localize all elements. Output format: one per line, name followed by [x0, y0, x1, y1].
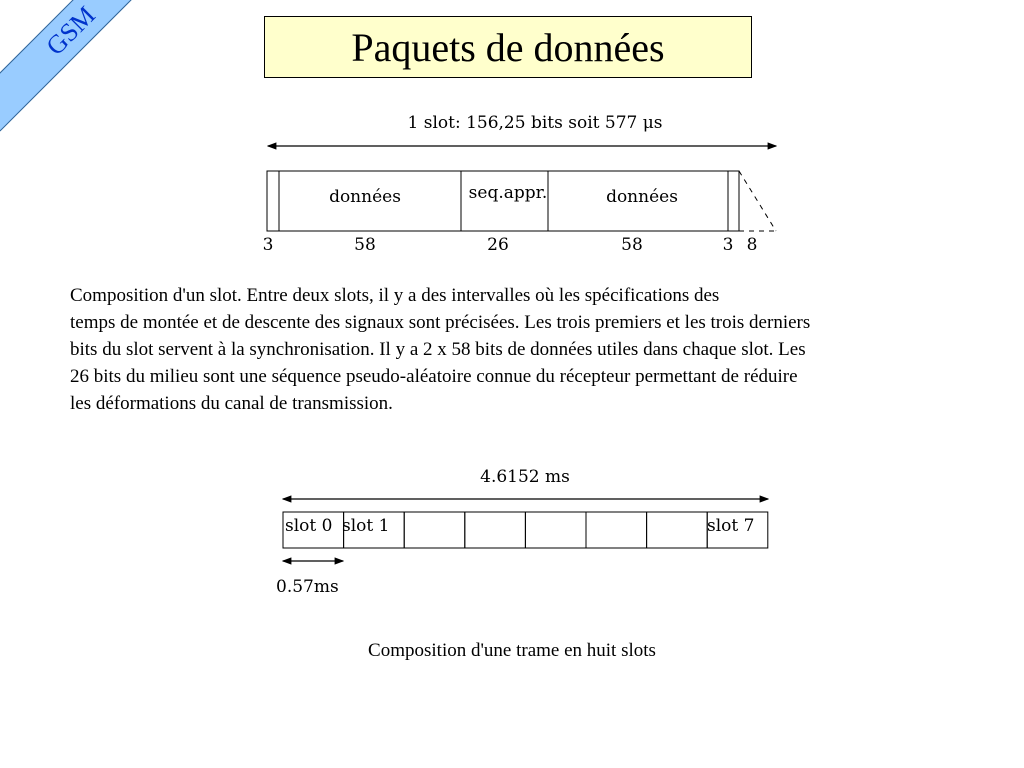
frame-slot-6	[647, 512, 708, 548]
frame-slot-4	[525, 512, 586, 548]
bit-count-guard: 8	[746, 235, 758, 255]
description-line: 26 bits du milieu sont une séquence pseudo-aléatoire connue du récepteur permettant de réduire	[70, 366, 798, 387]
gsm-label: GSM	[40, 0, 101, 61]
frame-slot-5	[586, 512, 647, 548]
description-line: les déformations du canal de transmission.	[70, 393, 393, 414]
description-line: Composition d'un slot. Entre deux slots, il y a des intervalles où les spécifications des	[70, 285, 720, 306]
description-line: bits du slot servent à la synchronisation. Il y a 2 x 58 bits de données utiles dans chaque slot. Les	[70, 339, 806, 360]
bit-count-data-2: 58	[621, 235, 643, 255]
description-line: temps de montée et de descente des signaux sont précisées. Les trois premiers et les trois derniers	[70, 312, 811, 333]
frame-slot-label-7: slot 7	[707, 516, 755, 536]
segment-label-training: seq.appr.	[468, 183, 548, 203]
frame-caption: Composition d'une trame en huit slots	[368, 640, 656, 661]
segment-label-data-1: données	[329, 187, 401, 207]
bit-count-training: 26	[487, 235, 509, 255]
page-title: Paquets de données	[351, 24, 665, 70]
slot-duration-label: 0.57ms	[276, 577, 339, 597]
frame-total-label: 4.6152 ms	[480, 467, 570, 487]
bit-count-tail-2: 3	[722, 235, 734, 255]
frame-slot-label-0: slot 0	[285, 516, 333, 536]
frame-slot-3	[465, 512, 526, 548]
bit-count-tail-1: 3	[262, 235, 274, 255]
frame-slot-2	[404, 512, 465, 548]
segment-label-data-2: données	[606, 187, 678, 207]
bit-count-data-1: 58	[354, 235, 376, 255]
slot-total-label: 1 slot: 156,25 bits soit 577 μs	[407, 113, 663, 133]
frame-slot-label-1: slot 1	[342, 516, 390, 536]
